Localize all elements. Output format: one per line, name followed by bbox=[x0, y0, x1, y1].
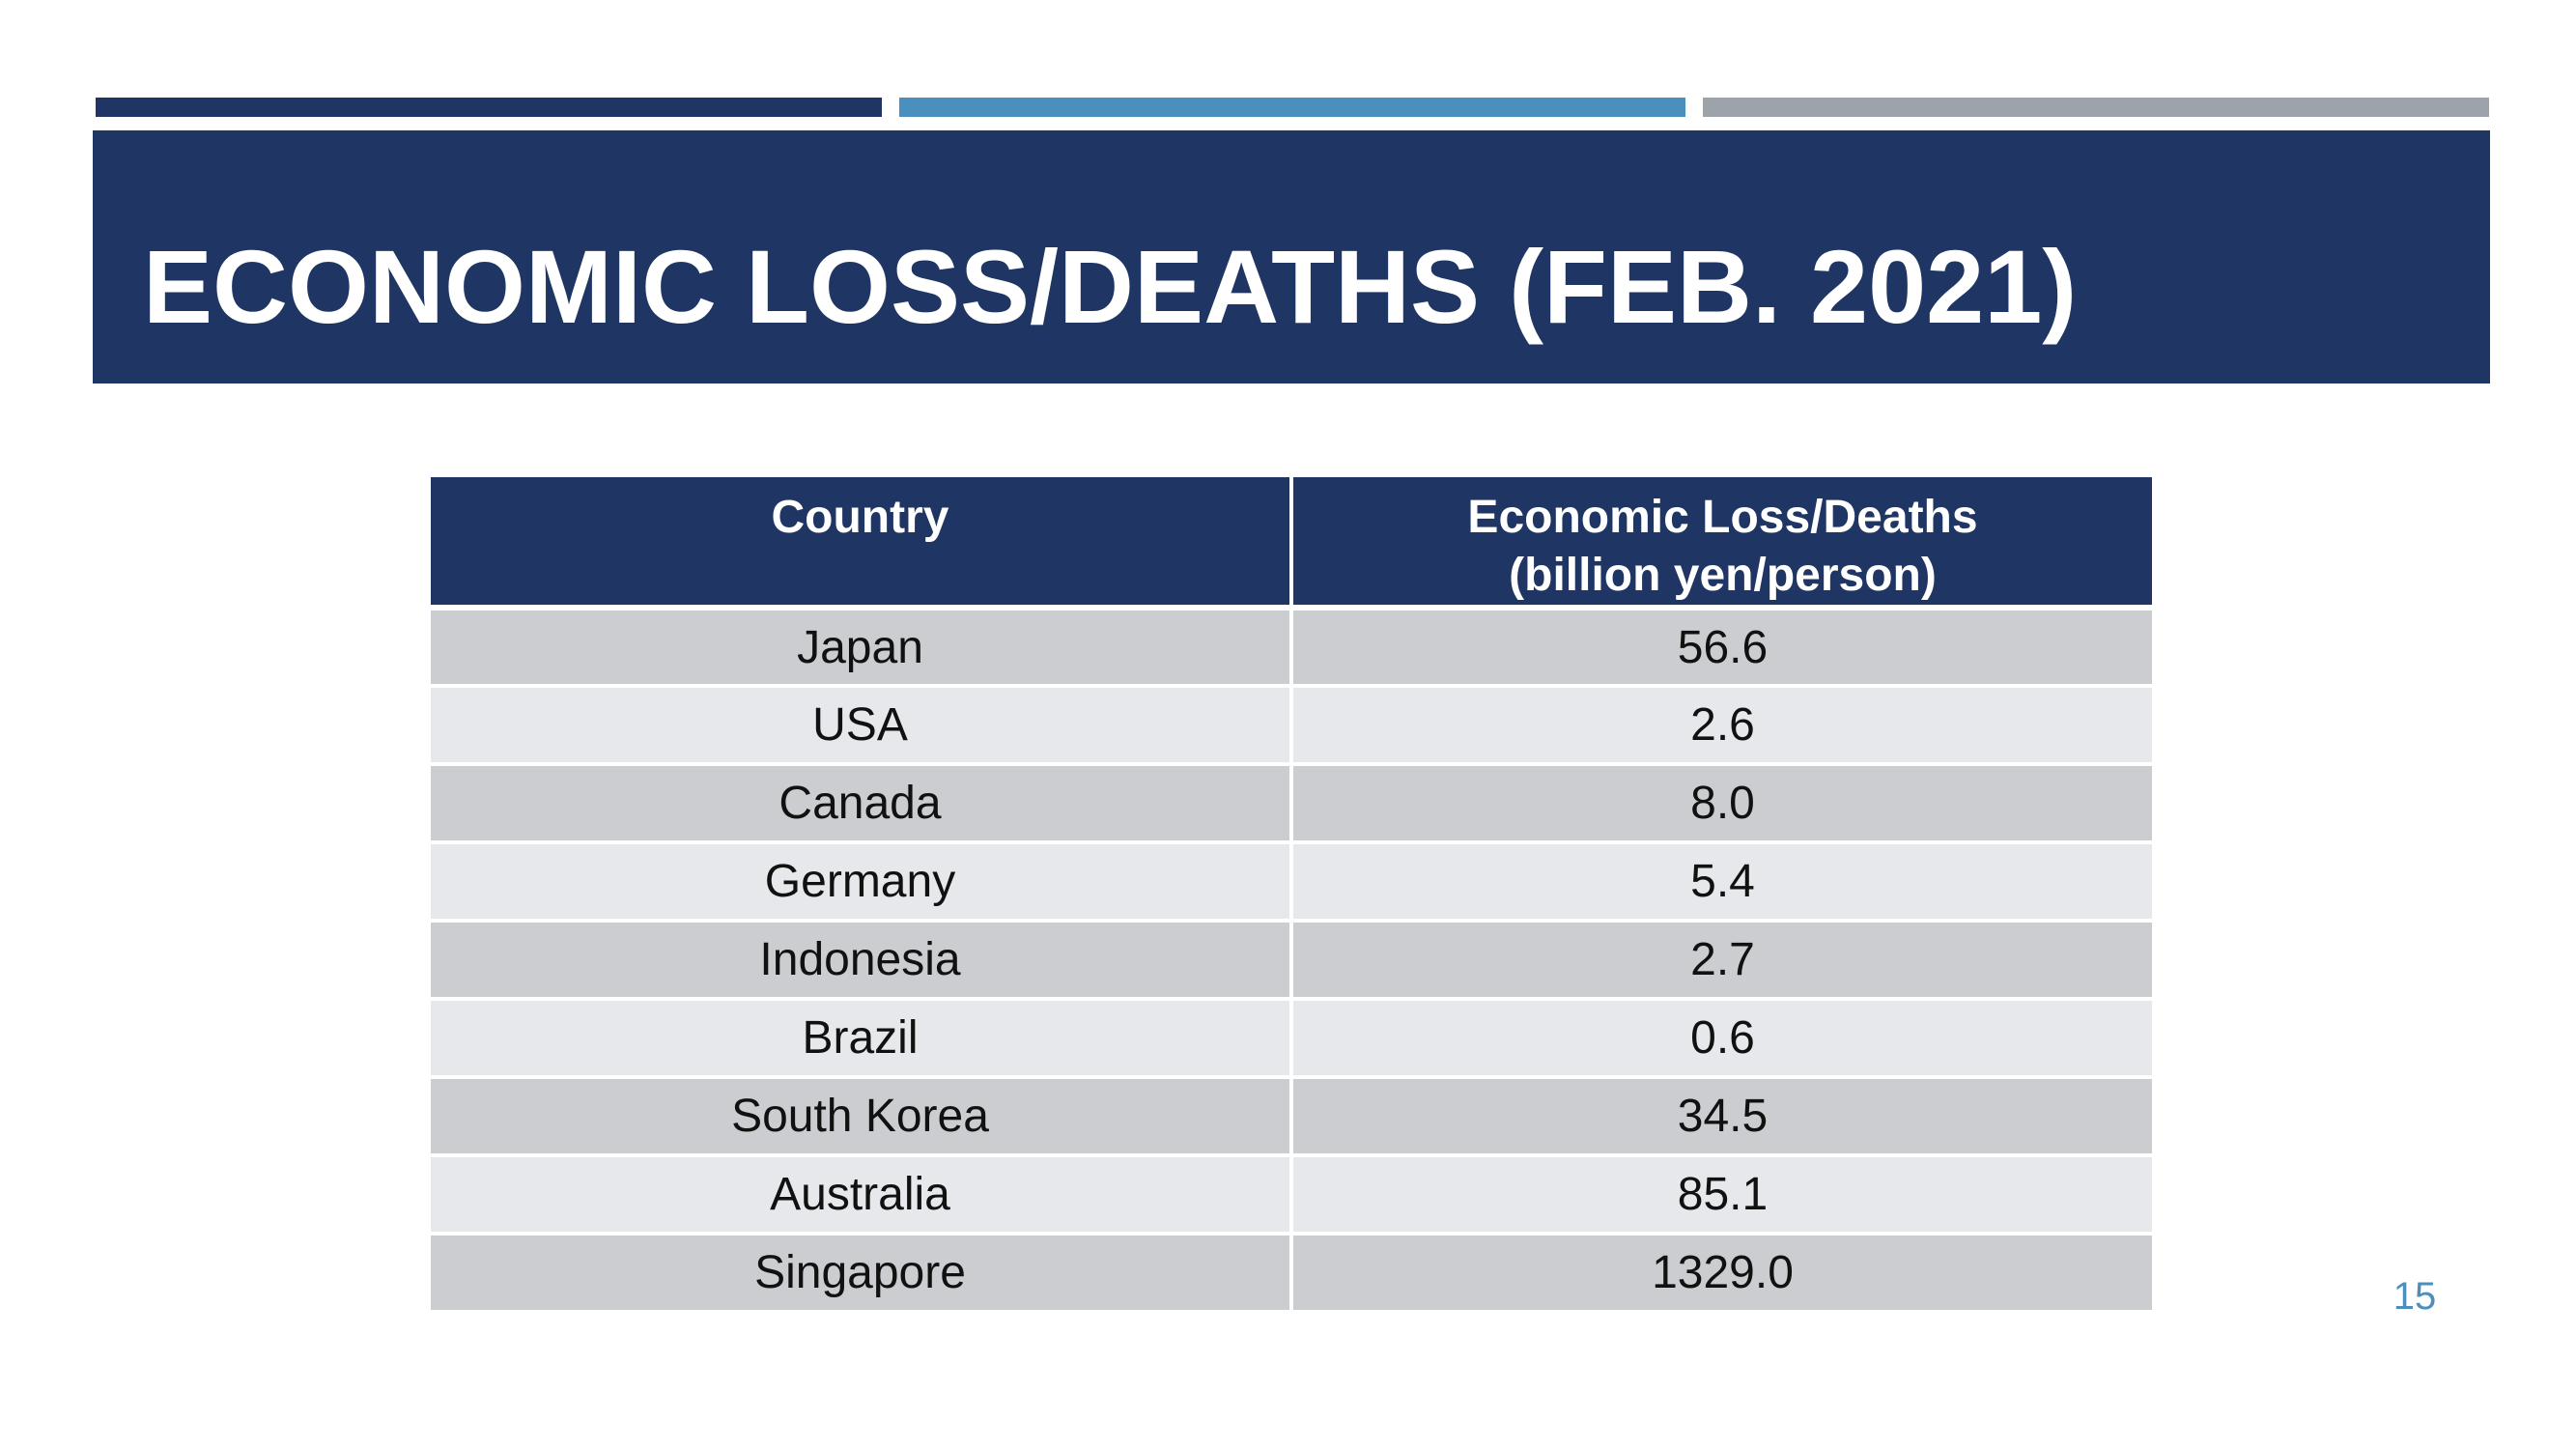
country-cell: Canada bbox=[431, 764, 1291, 842]
accent-bar-gray bbox=[1703, 98, 2489, 117]
country-cell: Indonesia bbox=[431, 921, 1291, 999]
table-row bbox=[431, 686, 2152, 764]
value-cell: 85.1 bbox=[1291, 1155, 2152, 1234]
title-band bbox=[93, 130, 2490, 384]
value-cell: 2.6 bbox=[1291, 686, 2152, 764]
table-header-row bbox=[431, 477, 2152, 608]
country-cell: Brazil bbox=[431, 999, 1291, 1077]
value-cell: 1329.0 bbox=[1291, 1234, 2152, 1312]
economic-loss-table bbox=[431, 477, 2152, 1314]
table-row bbox=[431, 1155, 2152, 1234]
value-cell: 8.0 bbox=[1291, 764, 2152, 842]
country-cell: Germany bbox=[431, 842, 1291, 921]
value-cell: 56.6 bbox=[1291, 608, 2152, 686]
value-cell: 34.5 bbox=[1291, 1077, 2152, 1155]
table-row bbox=[431, 921, 2152, 999]
slide-title: ECONOMIC LOSS/DEATHS (FEB. 2021) bbox=[143, 228, 2078, 345]
table-row bbox=[431, 842, 2152, 921]
value-cell: 0.6 bbox=[1291, 999, 2152, 1077]
accent-bar-navy bbox=[96, 98, 882, 117]
accent-bar-blue bbox=[899, 98, 1685, 117]
country-header-label: Country bbox=[771, 492, 949, 543]
loss-header-unit: (billion yen/person) bbox=[1509, 550, 1937, 601]
value-cell: 5.4 bbox=[1291, 842, 2152, 921]
table-row bbox=[431, 608, 2152, 686]
value-cell: 2.7 bbox=[1291, 921, 2152, 999]
column-header-economic-loss bbox=[1291, 477, 2152, 608]
page-number: 15 bbox=[2392, 1275, 2437, 1318]
table-row bbox=[431, 1234, 2152, 1312]
country-cell: USA bbox=[431, 686, 1291, 764]
country-cell: Japan bbox=[431, 608, 1291, 686]
table-row bbox=[431, 1077, 2152, 1155]
country-cell: Singapore bbox=[431, 1234, 1291, 1312]
column-header-country bbox=[431, 477, 1291, 608]
table-row bbox=[431, 764, 2152, 842]
loss-header-label: Economic Loss/Deaths bbox=[1467, 492, 1978, 543]
country-cell: South Korea bbox=[431, 1077, 1291, 1155]
country-cell: Australia bbox=[431, 1155, 1291, 1234]
table-row bbox=[431, 999, 2152, 1077]
